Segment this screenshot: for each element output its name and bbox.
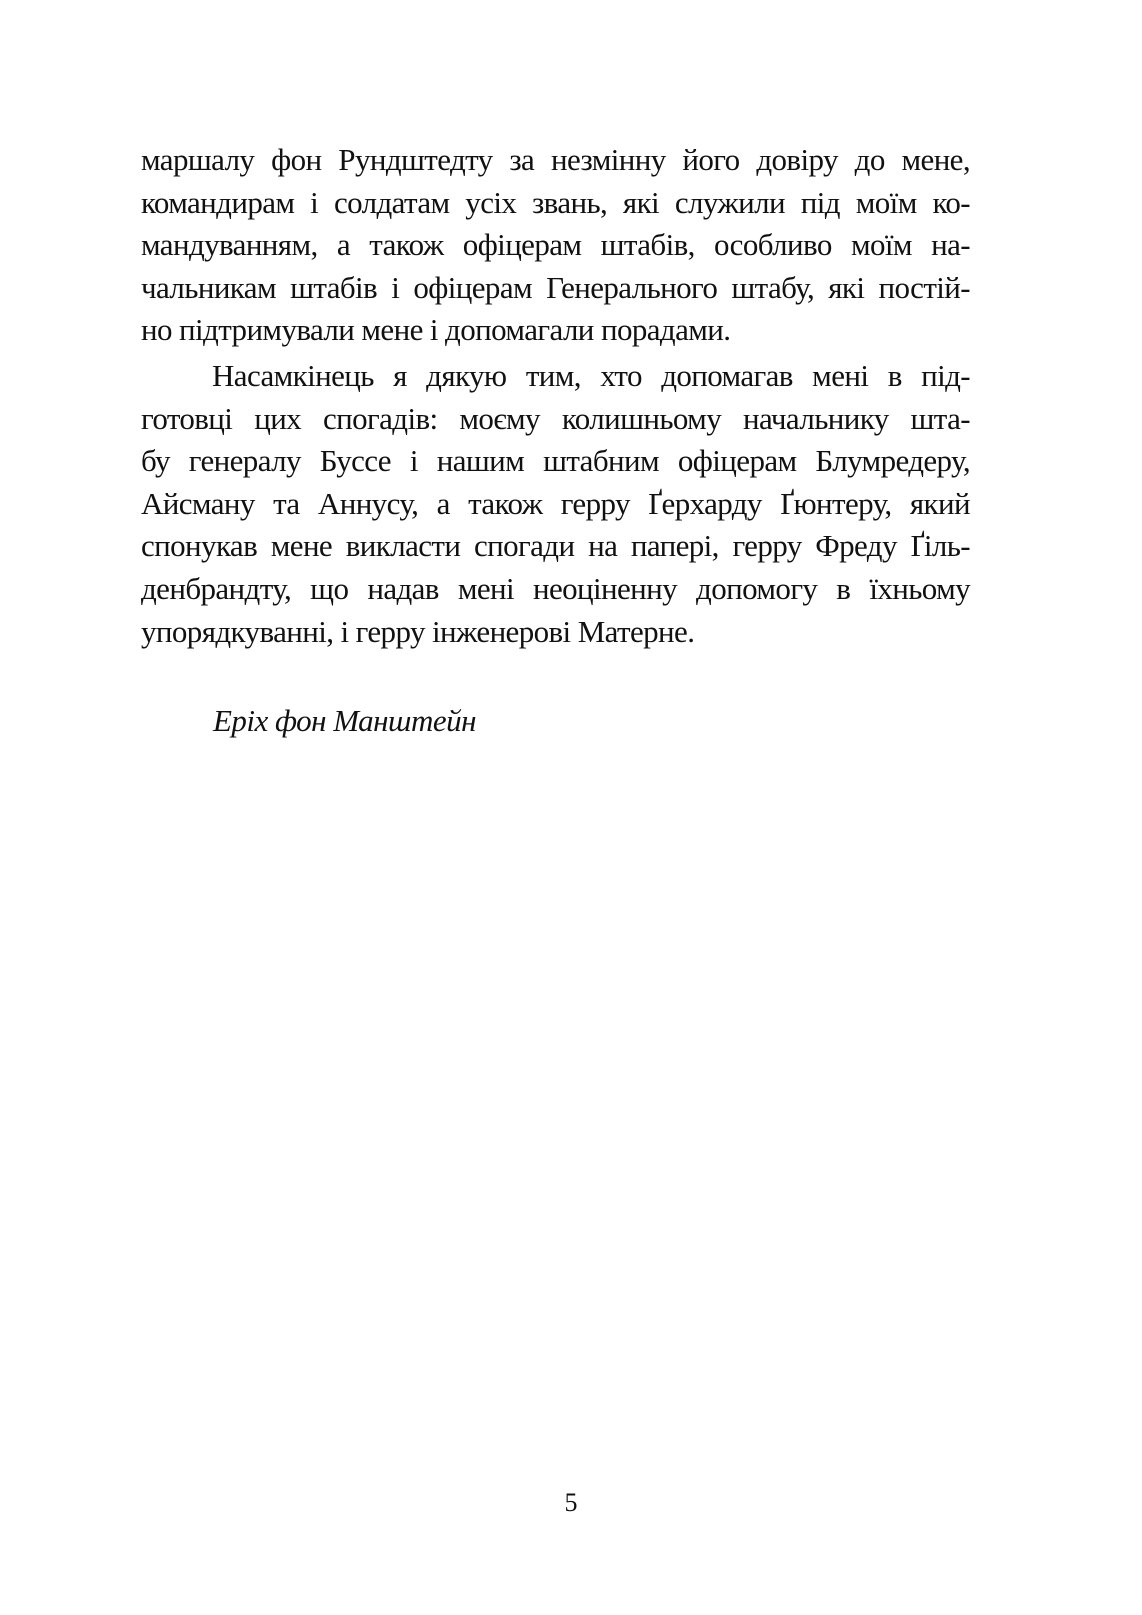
- page-number: [0, 1488, 1142, 1518]
- text-line: маршалу фон Рундштедту за незмінну його довіру до мене,: [141, 142, 970, 177]
- text-line: денбрандту, що надав мені неоціненну допомогу в їхньому: [141, 570, 970, 606]
- text-line: чальникам штабів і офіцерам Генерального штабу, які постій-: [141, 269, 970, 305]
- text-line: мандуванням, а також офіцерам штабів, особливо моїм на-: [141, 227, 970, 263]
- text-line: Насамкінець я дякую тим, хто допомагав мені в під-: [212, 357, 970, 393]
- text-line: упорядкуванні, і герру інженерові Матерне.: [141, 613, 695, 649]
- text-line: готовці цих спогадів: моєму колишньому начальнику шта-: [141, 400, 970, 436]
- text-line: Айсману та Аннусу, а також герру Ґерхарду Ґюнтеру, який: [141, 485, 970, 521]
- page-number-value: 5: [564, 1488, 578, 1517]
- paragraph-acknowledgements: [141, 139, 970, 352]
- body-text: [141, 139, 970, 653]
- text-line: бу генералу Буссе і нашим штабним офіцерам Блумредеру,: [141, 443, 970, 479]
- text-line: но підтримували мене і допомагали порадами.: [141, 312, 731, 348]
- paragraph-final-thanks: [141, 355, 970, 653]
- text-line: спонукав мене викласти спогади на папері, герру Фреду Ґіль-: [141, 528, 970, 564]
- text-line: командирам і солдатам усіх звань, які служили під моїм ко-: [141, 184, 970, 220]
- author-signature: Еріх фон Манштейн: [213, 703, 476, 738]
